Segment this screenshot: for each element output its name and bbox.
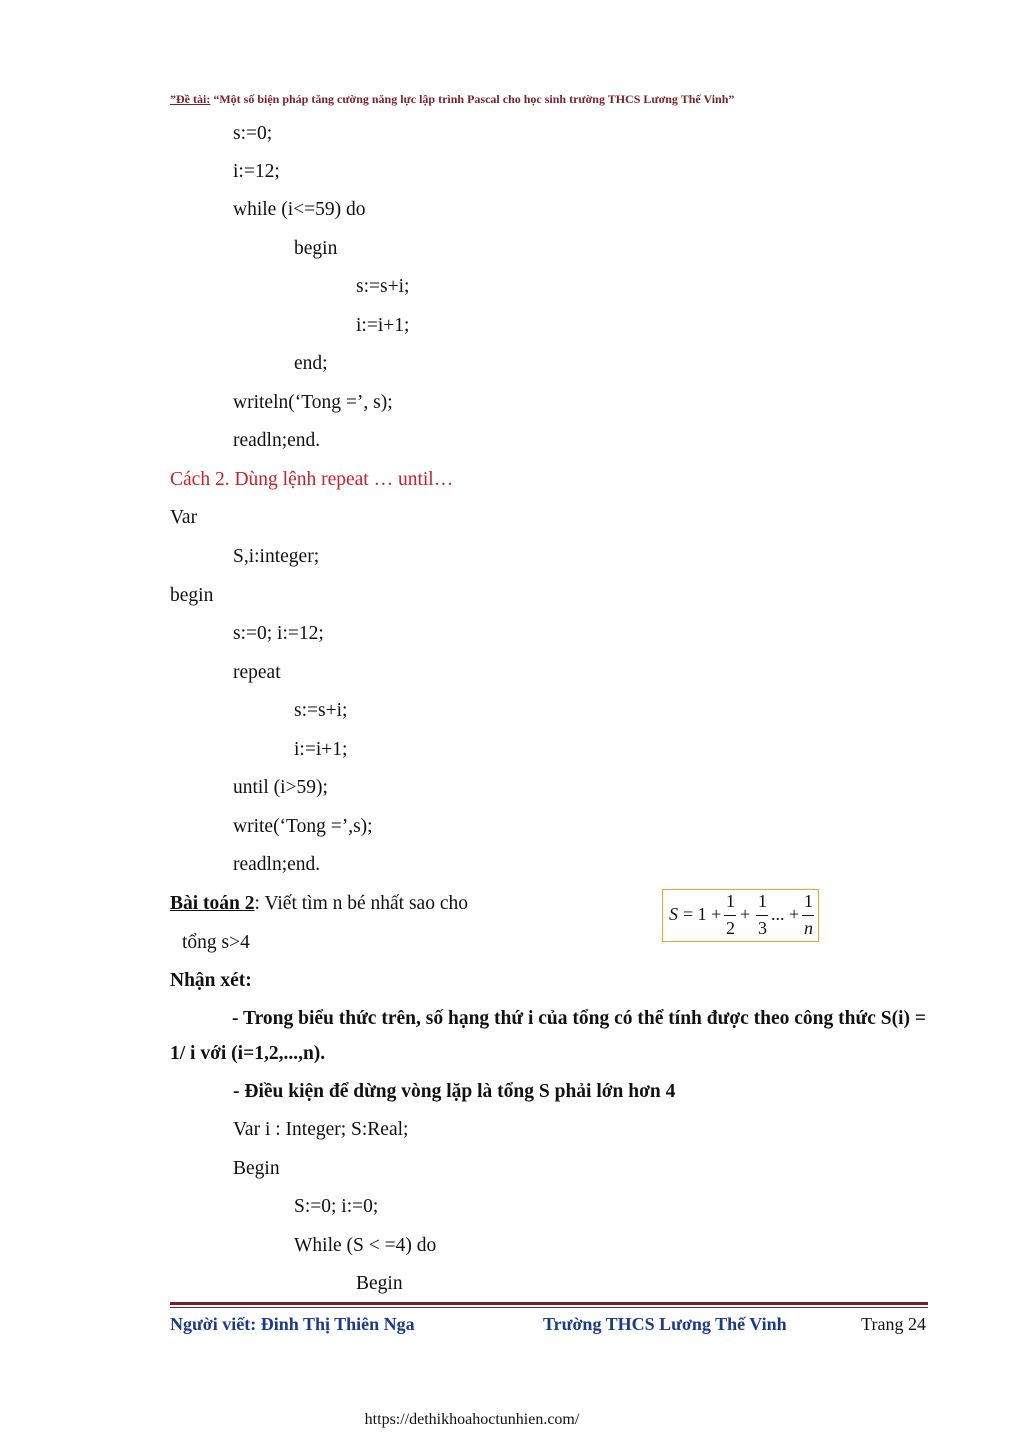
remark-paragraph-1: - Trong biểu thức trên, số hạng thứ i của tổng có thể tính được theo công thức S(i) = 1/ i với (i=1,2,...,n). [170, 1008, 926, 1064]
code-line: i:=i+1; [356, 315, 410, 336]
formula-num1: 1 [726, 891, 735, 911]
remark-heading: Nhận xét: [170, 970, 252, 991]
code-line: readln;end. [233, 854, 321, 875]
code-line: begin [170, 585, 214, 606]
header-label: ”Đề tài: [170, 92, 211, 106]
source-url[interactable]: https://dethikhoahoctunhien.com/ [364, 1411, 580, 1428]
code-line: while (i<=59) do [233, 199, 366, 220]
problem2-line [170, 892, 468, 916]
fraction-bar [724, 915, 736, 916]
formula-dots: ... + [771, 904, 800, 924]
code-line: i:=12; [233, 161, 280, 182]
code-line: While (S < =4) do [294, 1235, 437, 1256]
code-line: Begin [356, 1273, 403, 1294]
formula-num3: 1 [804, 891, 813, 911]
code-line: repeat [233, 662, 281, 683]
code-line: S,i:integer; [233, 546, 320, 567]
code-line: s:=0; [233, 123, 273, 144]
fraction-bar [802, 915, 814, 916]
code-line: s:=s+i; [294, 700, 348, 721]
code-line: Begin [233, 1158, 280, 1179]
document-header [170, 92, 734, 107]
code-line: i:=i+1; [294, 739, 348, 760]
sum-formula [662, 889, 819, 942]
code-line: Var [170, 507, 198, 528]
code-line: readln;end. [233, 430, 321, 451]
problem2-text: : Viết tìm n bé nhất sao cho [254, 893, 468, 914]
code-line: S:=0; i:=0; [294, 1196, 379, 1217]
code-line: begin [294, 238, 338, 259]
problem2-text-2: tổng s>4 [182, 932, 250, 953]
header-title: “Một số biện pháp tăng cường năng lực lập trình Pascal cho học sinh trường THCS Lương Thế Vinh” [210, 92, 735, 106]
code-line: Var i : Integer; S:Real; [233, 1119, 409, 1140]
footer-school: Trường THCS Lương Thế Vinh [543, 1314, 787, 1334]
footer-rule-thin [170, 1307, 928, 1308]
formula-den2: 3 [758, 918, 767, 938]
formula-plus: + [740, 904, 751, 924]
formula-eq: = 1 + [683, 904, 722, 924]
formula-num2: 1 [758, 891, 767, 911]
method2-heading: Cách 2. Dùng lệnh repeat … until… [170, 469, 454, 490]
code-line: s:=s+i; [356, 276, 410, 297]
formula-lhs: S [669, 904, 678, 924]
problem2-label: Bài toán 2 [170, 893, 255, 914]
fraction-bar [756, 915, 768, 916]
code-line: until (i>59); [233, 777, 328, 798]
formula-den3: n [804, 918, 813, 938]
code-line: writeln(‘Tong =’, s); [233, 392, 393, 413]
footer-author: Người viết: Đinh Thị Thiên Nga [170, 1314, 415, 1334]
formula-den1: 2 [726, 918, 735, 938]
code-line: write(‘Tong =’,s); [233, 816, 373, 837]
footer-rule [170, 1302, 928, 1305]
code-line: end; [294, 353, 328, 374]
remark-paragraph-2: - Điều kiện để dừng vòng lặp là tổng S phải lớn hơn 4 [233, 1081, 676, 1102]
code-line: s:=0; i:=12; [233, 623, 324, 644]
page-number: Trang 24 [861, 1314, 926, 1334]
